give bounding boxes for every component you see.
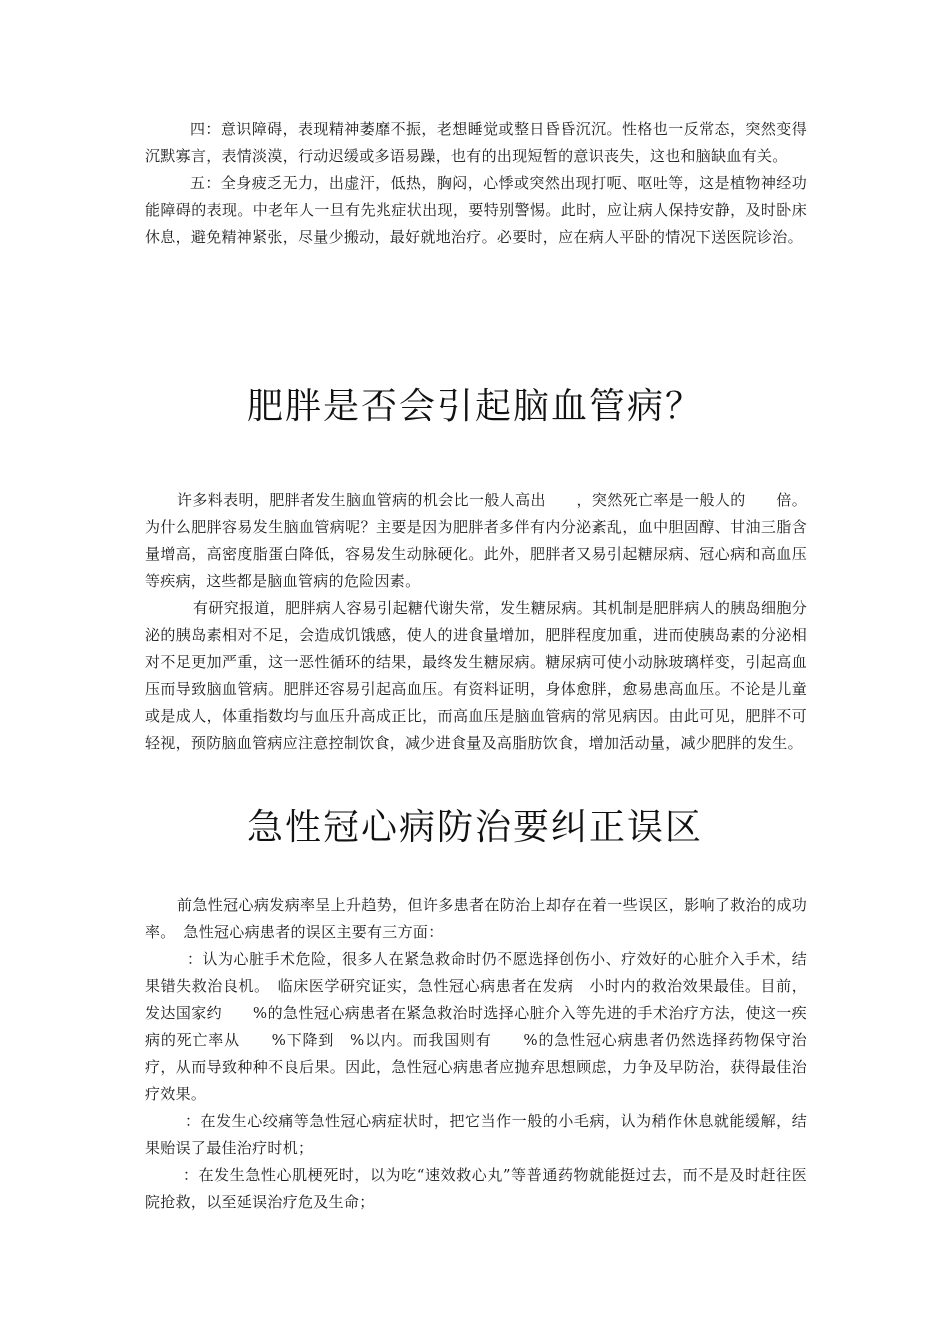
heading-obesity-stroke: 肥胖是否会引起脑血管病？: [246, 386, 703, 427]
paragraph-symptom-four: 四：意识障碍，表现精神萎靡不振，老想睡觉或整日昏昏沉沉。性格也一反常态，突然变得沉默寡言，表情淡漠，行动迟缓或多语易躁，也有的出现短暂的意识丧失，这也和脑缺血有关。: [145, 120, 807, 165]
section-obesity: [145, 487, 807, 757]
heading-coronary-misconceptions: 急性冠心病防治要纠正误区: [246, 807, 703, 848]
section-coronary: [145, 892, 807, 1216]
paragraph-coronary-intro: 前急性冠心病发病率呈上升趋势，但许多患者在防治上却存在着一些误区，影响了救治的成功率。 急性冠心病患者的误区主要有三方面：: [145, 896, 807, 941]
paragraph-obesity-intro: 许多料表明，肥胖者发生脑血管病的机会比一般人高出 ，突然死亡率是一般人的 倍。为什么肥胖容易发生脑血管病呢？主要是因为肥胖者多伴有内分泌紊乱，血中胆固醇、甘油三脂含量增高，高密度脂蛋白降低，容易发生动脉硬化。此外，肥胖者又易引起糖尿病、冠心病和高血压等疾病，这些都是脑血管病的危险因素。: [145, 491, 807, 590]
paragraph-misconception-two: ：在发生心绞痛等急性冠心病症状时，把它当作一般的小毛病，认为稍作休息就能缓解，结果贻误了最佳治疗时机；: [145, 1112, 807, 1157]
paragraph-misconception-one: ：认为心脏手术危险，很多人在紧急救命时仍不愿选择创伤小、疗效好的心脏介入手术，结果错失救治良机。 临床医学研究证实，急性冠心病患者在发病 小时内的救治效果最佳。目前，发达国家约 %的急性冠心病患者在紧急救治时选择心脏介入等先进的手术治疗方法，使这一疾病的死亡率从 %下降到 %以内。而我国则有 %的急性冠心病患者仍然选择药物保守治疗，从而导致种种不良后果。因此，急性冠心病患者应抛弃思想顾虑，力争及早防治，获得最佳治疗效果。: [145, 950, 807, 1103]
section-symptoms: [145, 116, 807, 251]
paragraph-symptom-five: 五：全身疲乏无力，出虚汗，低热，胸闷，心悸或突然出现打呃、呕吐等，这是植物神经功能障碍的表现。中老年人一旦有先兆症状出现，要特别警惕。此时，应让病人保持安静，及时卧床休息，避免精神紧张，尽量少搬动，最好就地治疗。必要时，应在病人平卧的情况下送医院诊治。: [145, 174, 807, 246]
paragraph-misconception-three: ：在发生急性心肌梗死时，以为吃“速效救心丸”等普通药物就能挺过去，而不是及时赶往医院抢救，以至延误治疗危及生命；: [145, 1166, 807, 1211]
paragraph-obesity-mechanism: 有研究报道，肥胖病人容易引起糖代谢失常，发生糖尿病。其机制是肥胖病人的胰岛细胞分泌的胰岛素相对不足，会造成饥饿感，使人的进食量增加，肥胖程度加重，进而使胰岛素的分泌相对不足更加严重，这一恶性循环的结果，最终发生糖尿病。糖尿病可使小动脉玻璃样变，引起高血压而导致脑血管病。肥胖还容易引起高血压。有资料证明，身体愈胖，愈易患高血压。不论是儿童或是成人，体重指数均与血压升高成正比，而高血压是脑血管病的常见病因。由此可见，肥胖不可轻视，预防脑血管病应注意控制饮食，减少进食量及高脂肪饮食，增加活动量，减少肥胖的发生。: [145, 599, 807, 752]
